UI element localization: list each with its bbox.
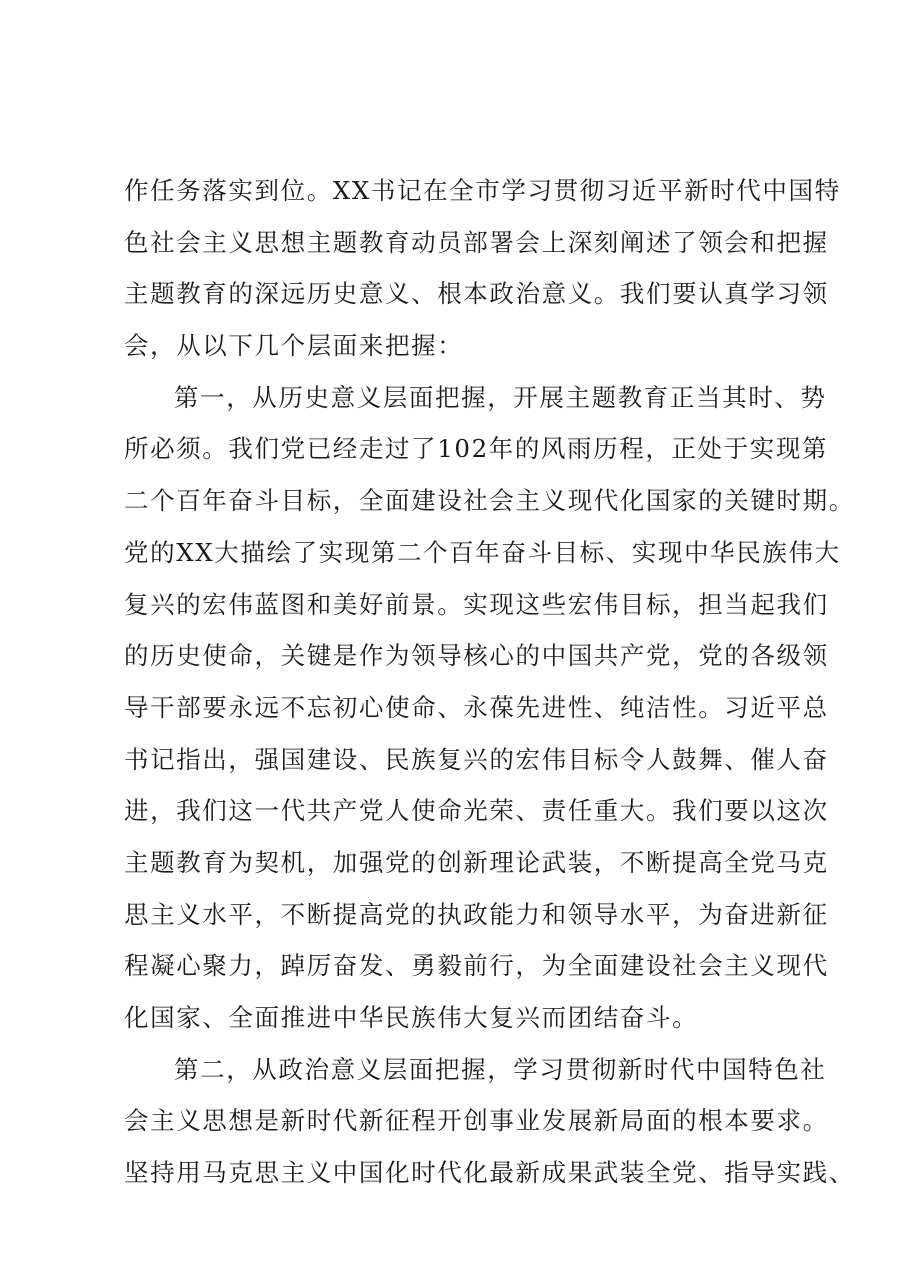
paragraph-first-line: 第一，从历史意义层面把握，开展主题教育正当其时、势 — [174, 382, 827, 412]
text-line: 二个百年奋斗目标，全面建设社会主义现代化国家的关键时期。 — [124, 486, 855, 516]
text-line: 会，从以下几个层面来把握： — [124, 331, 464, 361]
text-line: 会主义思想是新时代新征程开创事业发展新局面的根本要求。 — [124, 1106, 829, 1136]
text-line: 主题教育的深远历史意义、根本政治意义。我们要认真学习领 — [124, 279, 829, 309]
text-line: 复兴的宏伟蓝图和美好前景。实现这些宏伟目标，担当起我们 — [124, 589, 829, 619]
text-line: 党的XX大描绘了实现第二个百年奋斗目标、实现中华民族伟大 — [124, 537, 841, 567]
text-line: 导干部要永远不忘初心使命、永葆先进性、纯洁性。习近平总 — [124, 692, 829, 722]
text-line: 所必须。我们党已经走过了102年的风雨历程，正处于实现第 — [124, 434, 829, 464]
text-line: 书记指出，强国建设、民族复兴的宏伟目标令人鼓舞、催人奋 — [124, 744, 829, 774]
text-line: 化国家、全面推进中华民族伟大复兴而团结奋斗。 — [124, 1003, 699, 1032]
text-line: 色社会主义思想主题教育动员部署会上深刻阐述了领会和把握 — [124, 227, 829, 257]
text-line: 程凝心聚力，踔厉奋发、勇毅前行，为全面建设社会主义现代 — [124, 951, 829, 981]
text-line: 主题教育为契机，加强党的创新理论武装，不断提高全党马克 — [124, 847, 829, 877]
text-line: 思主义水平，不断提高党的执政能力和领导水平，为奋进新征 — [124, 899, 829, 929]
text-line: 进，我们这一代共产党人使命光荣、责任重大。我们要以这次 — [124, 796, 829, 826]
body-text — [124, 165, 855, 1199]
text-line: 坚持用马克思主义中国化时代化最新成果武装全党、指导实践、 — [124, 1158, 855, 1188]
text-line: 的历史使命，关键是作为领导核心的中国共产党，党的各级领 — [124, 641, 829, 671]
text-line: 作任务落实到位。XX书记在全市学习贯彻习近平新时代中国特 — [124, 176, 841, 205]
paragraph-first-line: 第二，从政治意义层面把握，学习贯彻新时代中国特色社 — [174, 1054, 827, 1084]
